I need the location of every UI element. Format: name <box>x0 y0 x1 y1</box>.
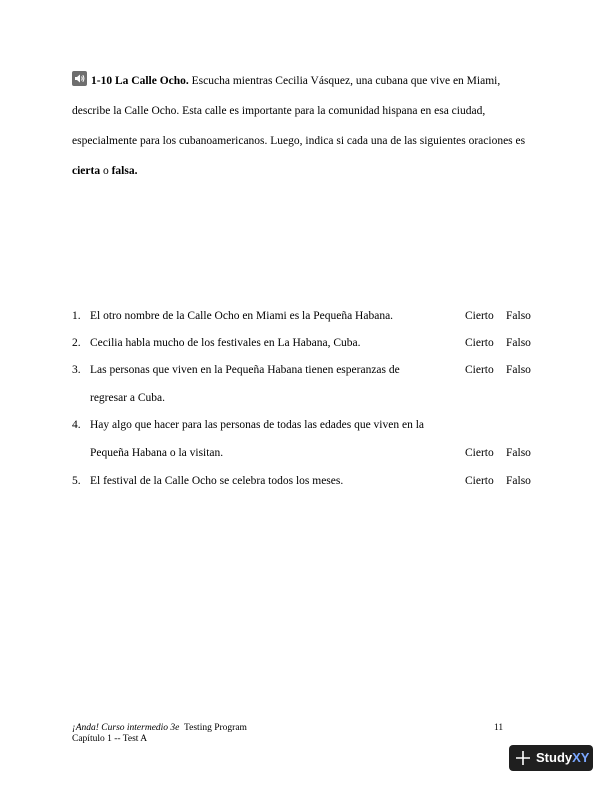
page-footer <box>72 723 512 745</box>
question-item <box>72 360 540 380</box>
brand-text: StudyXY <box>536 750 590 765</box>
question-text-cont: Pequeña Habana o la visitan. <box>90 447 224 459</box>
chapter-label: Capítulo 1 -- Test A <box>72 734 148 744</box>
word-falsa: falsa. <box>111 165 138 177</box>
footer-line-1 <box>72 723 512 734</box>
falso-option[interactable]: Falso <box>506 364 531 376</box>
question-number: 3. <box>72 364 81 376</box>
page-number: 11 <box>494 723 504 733</box>
cierto-option[interactable]: Cierto <box>465 475 494 487</box>
question-item <box>72 306 540 326</box>
word-cierta: cierta <box>72 165 101 177</box>
cierto-option[interactable]: Cierto <box>465 310 494 322</box>
question-number: 4. <box>72 419 81 431</box>
studyxy-badge[interactable] <box>509 745 593 771</box>
testing-program: Testing Program <box>184 723 247 733</box>
question-text: Las personas que viven en la Pequeña Habana tienen esperanzas de <box>90 364 400 376</box>
question-text-cont: regresar a Cuba. <box>90 392 166 404</box>
question-text: Hay algo que hacer para las personas de todas las edades que viven en la <box>90 419 425 431</box>
instructions-text: Escucha mientras Cecilia Vásquez, una cubana que vive en Miami, describe la Calle Ocho. Esta calle es importante para la comunidad hispana en esa ciudad, especialmente para los cubanoamericanos. Luego, indica si cada una de las siguientes oraciones es <box>72 75 526 147</box>
exercise-instructions <box>72 66 540 186</box>
question-continuation <box>72 443 540 463</box>
cierto-option[interactable]: Cierto <box>465 364 494 376</box>
falso-option[interactable]: Falso <box>506 475 531 487</box>
question-item <box>72 333 540 353</box>
brand-suffix: XY <box>572 750 590 765</box>
question-item <box>72 415 540 435</box>
speaker-icon[interactable] <box>72 71 87 86</box>
cierto-option[interactable]: Cierto <box>465 447 494 459</box>
question-text: El festival de la Calle Ocho se celebra todos los meses. <box>90 475 344 487</box>
question-number: 2. <box>72 337 81 349</box>
exercise-title: La Calle Ocho. <box>114 75 189 87</box>
connector: o <box>102 165 109 177</box>
question-text: El otro nombre de la Calle Ocho en Miami es la Pequeña Habana. <box>90 310 394 322</box>
plus-icon <box>515 750 531 766</box>
question-number: 5. <box>72 475 81 487</box>
book-title: ¡Anda! Curso intermedio 3e <box>72 723 180 733</box>
falso-option[interactable]: Falso <box>506 447 531 459</box>
cierto-option[interactable]: Cierto <box>465 337 494 349</box>
question-item <box>72 471 540 491</box>
falso-option[interactable]: Falso <box>506 337 531 349</box>
question-text: Cecilia habla mucho de los festivales en La Habana, Cuba. <box>90 337 361 349</box>
falso-option[interactable]: Falso <box>506 310 531 322</box>
question-number: 1. <box>72 310 81 322</box>
exercise-number: 1-10 <box>91 75 113 87</box>
question-continuation <box>72 388 540 408</box>
